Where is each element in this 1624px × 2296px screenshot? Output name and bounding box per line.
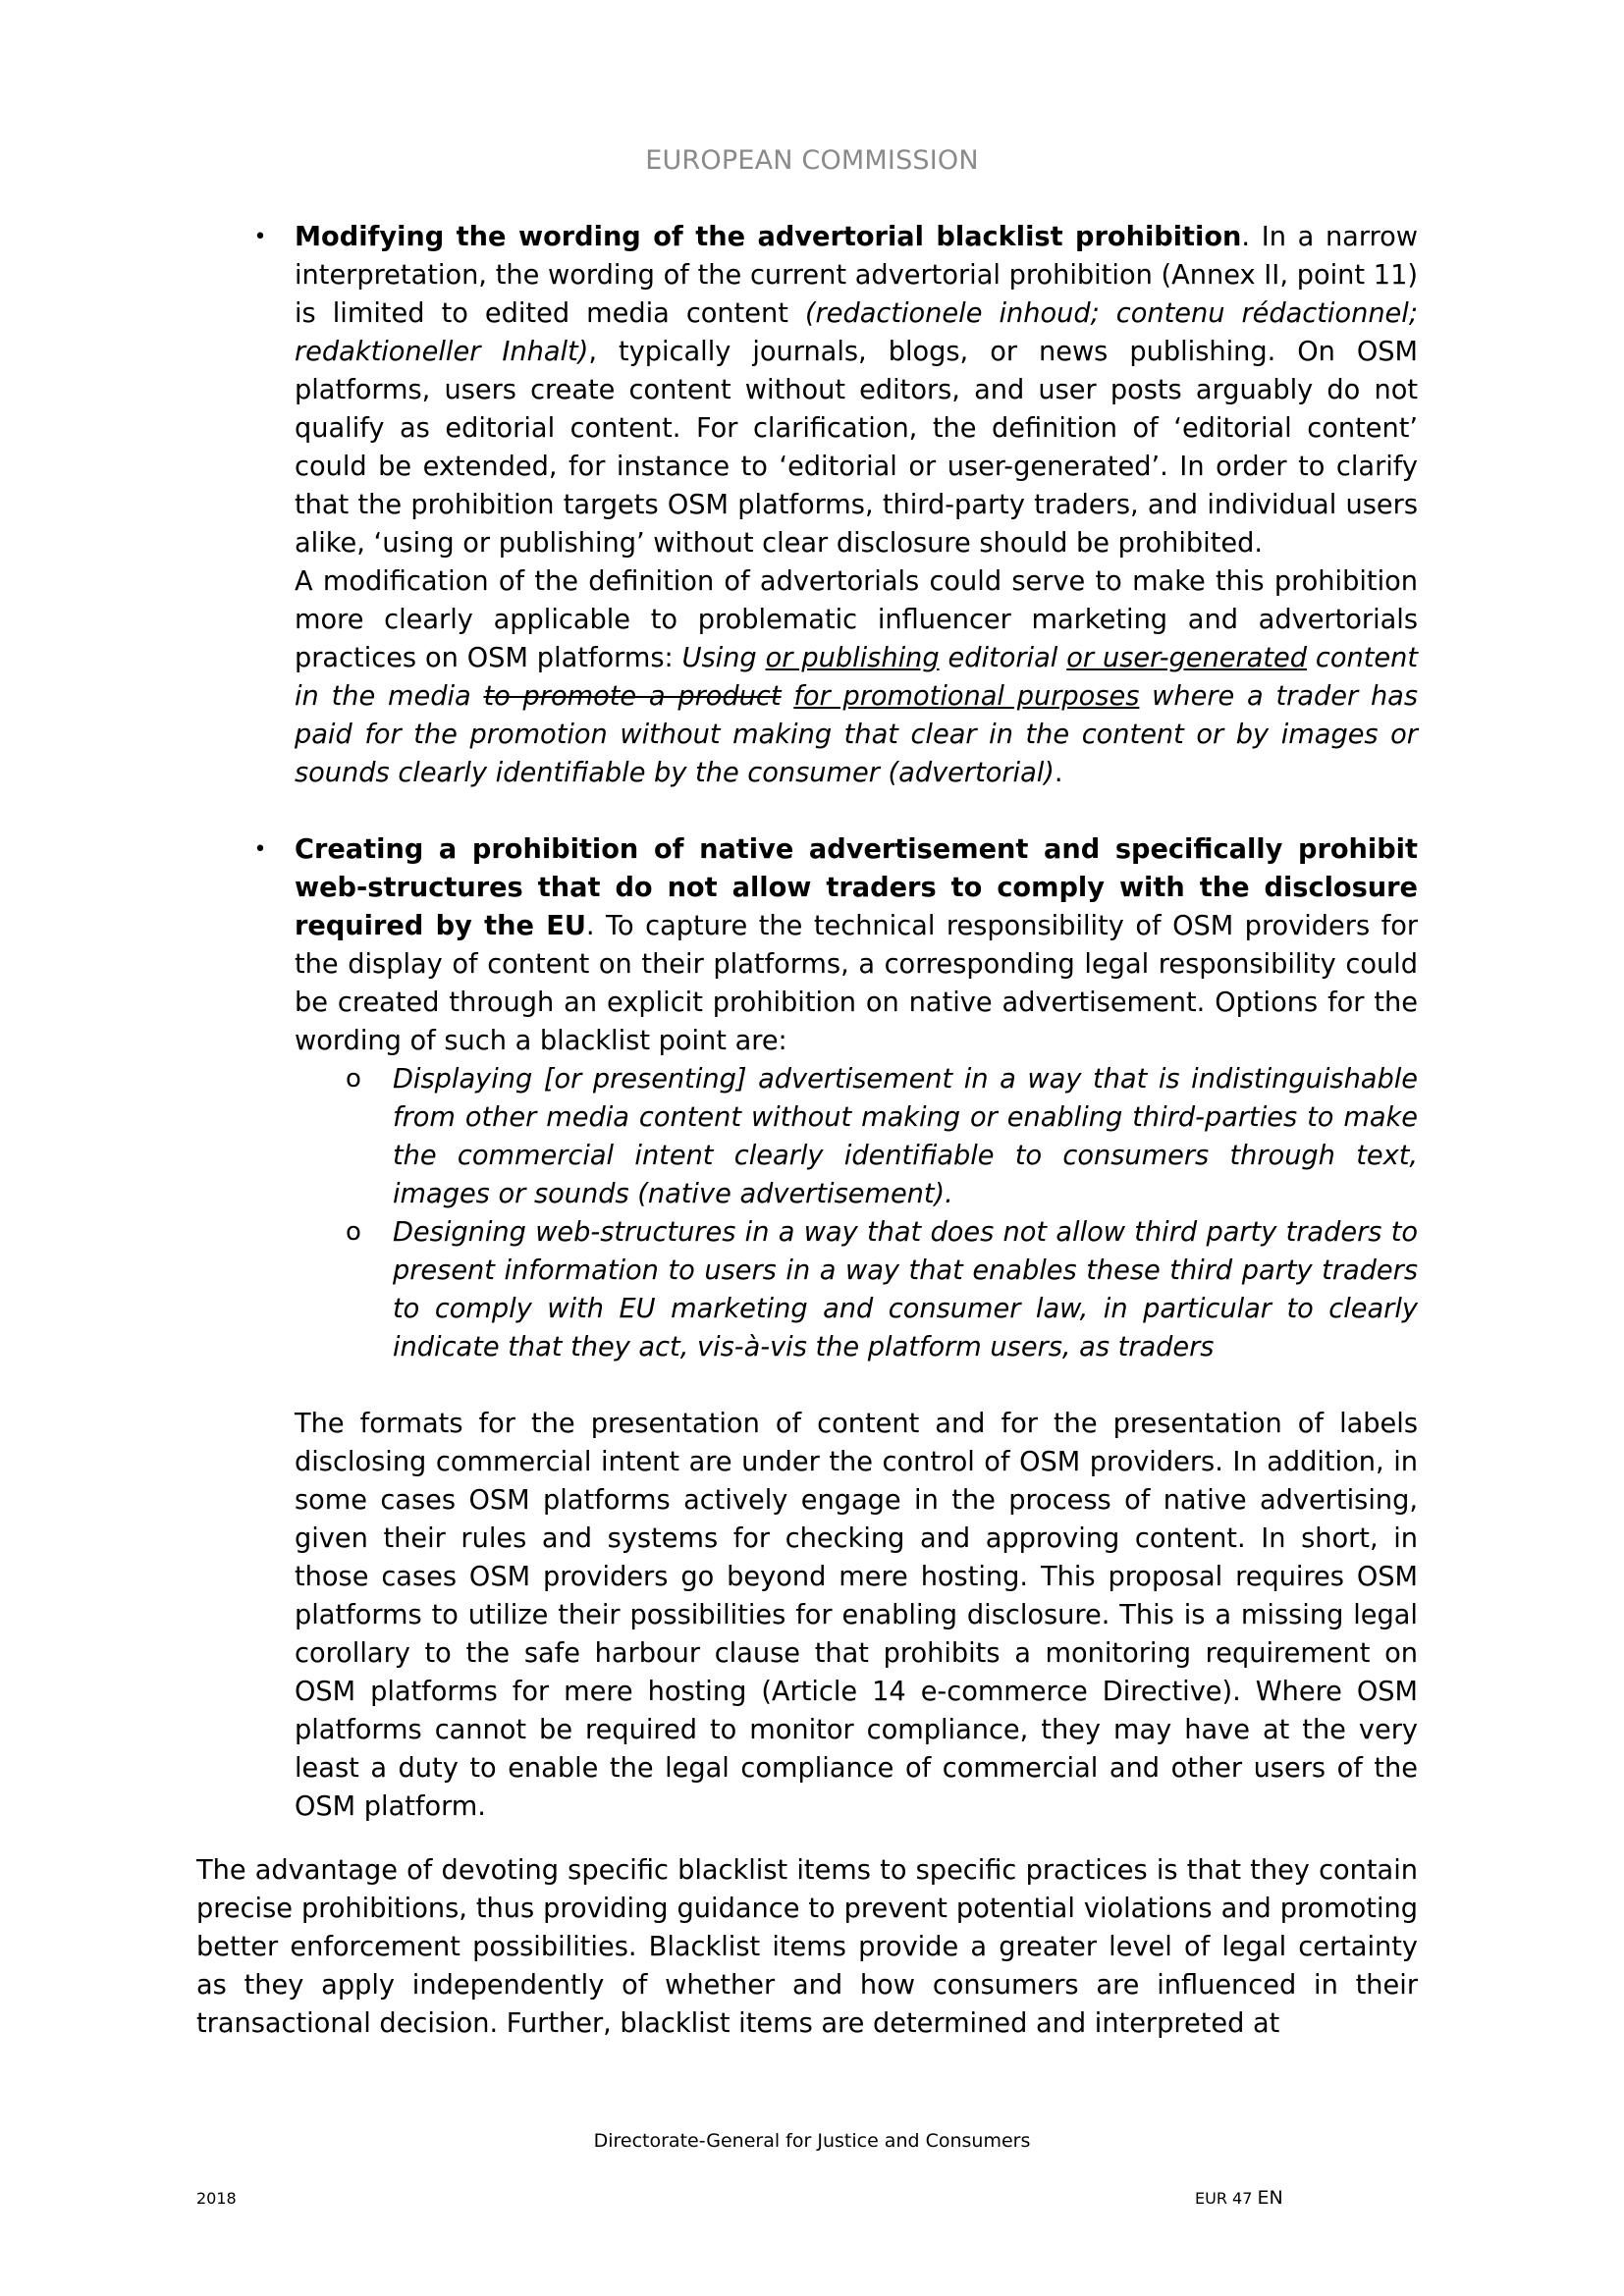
sub-option-designing: [196, 1213, 1418, 1366]
inserted-text: or user-generated: [1066, 643, 1308, 673]
bullet-continuation: [196, 1405, 1418, 1826]
inserted-text: for promotional purposes: [793, 681, 1140, 712]
bullet-paragraph: Creating a prohibition of native advertisement and specifically prohibit web-structures that do not allow traders to comply with the disclosure required by the EU. To capture the technical responsibility of OSM providers for the display of content on their platforms, a corresponding legal responsibility could be created through an explicit prohibition on native advertisement. Options for the wording of such a blacklist point are:: [295, 834, 1419, 1056]
inserted-text: or publishing: [765, 643, 940, 673]
sub-option-text: Designing web-structures in a way that does not allow third party traders to present information to users in a way that enables these third party traders to comply with EU marketing and consumer law, in particular to clearly indicate that they act, vis-à-vis the platform users, as traders: [393, 1217, 1418, 1362]
bullet-heading: Creating a prohibition of native advertisement and specifically prohibit web-structures that do not allow traders to comply with the disclosure required by the EU: [295, 834, 1418, 941]
page-number: EUR 47: [1195, 2189, 1253, 2208]
sub-bullet-marker: o: [346, 1064, 361, 1094]
bullet-heading: Modifying the wording of the advertorial blacklist prohibition: [295, 222, 1242, 252]
deleted-text: to promote a product: [483, 681, 782, 712]
language-code: EN: [1257, 2187, 1283, 2209]
document-body: [196, 218, 1418, 2043]
sub-option-text: Displaying [or presenting] advertisement in a way that is indistinguishable from other media content without making or enabling third-parties to make the commercial intent clearly identifiable to consumers through text, images or sounds (native advertisement).: [393, 1064, 1418, 1209]
definition-paragraph: A modification of the definition of advertorials could serve to make this prohibition more clearly applicable to problematic influencer marketing and advertorials practices on OSM platforms: Using or publishing editorial or user-generated content in the media to promote a product for promotional purposes where a trader has paid for the promotion without making that clear in the content or by images or sounds clearly identifiable by the consumer (advertorial).: [295, 566, 1419, 788]
footer-directorate: Directorate-General for Justice and Consumers: [593, 2130, 1031, 2152]
bullet-marker: •: [253, 837, 267, 862]
footer-page-reference: [1195, 2187, 1283, 2209]
bullet-native-advertisement: [196, 830, 1418, 1060]
bullet-marker: •: [253, 225, 267, 249]
sub-option-displaying: [196, 1060, 1418, 1213]
footer-year: 2018: [196, 2189, 237, 2208]
language-terms: (redactionele inhoud; contenu rédactionnel; redaktioneller Inhalt): [295, 298, 1418, 367]
sub-bullet-marker: o: [346, 1217, 361, 1247]
page-header: EUROPEAN COMMISSION: [645, 145, 979, 176]
bullet-advertorial-prohibition: [196, 218, 1418, 792]
closing-paragraph: The advantage of devoting specific blacklist items to specific practices is that they contain precise prohibitions, thus providing guidance to prevent potential violations and promoting better enforcement possibilities. Blacklist items provide a greater level of legal certainty as they apply independently of whether and how consumers are influenced in their transactional decision. Further, blacklist items are determined and interpreted at: [196, 1855, 1418, 2039]
bullet-paragraph: Modifying the wording of the advertorial blacklist prohibition. In a narrow interpretation, the wording of the current advertorial prohibition (Annex II, point 11) is limited to edited media content (redactionele inhoud; contenu rédactionnel; redaktioneller Inhalt), typically journals, blogs, or news publishing. On OSM platforms, users create content without editors, and user posts arguably do not qualify as editorial content. For clarification, the definition of ‘editorial content’ could be extended, for instance to ‘editorial or user-generated’. In order to clarify that the prohibition targets OSM platforms, third-party traders, and individual users alike, ‘using or publishing’ without clear disclosure should be prohibited.: [295, 222, 1418, 559]
explanation-paragraph: The formats for the presentation of content and for the presentation of labels disclosing commercial intent are under the control of OSM providers. In addition, in some cases OSM platforms actively engage in the process of native advertising, given their rules and systems for checking and approving content. In short, in those cases OSM providers go beyond mere hosting. This proposal requires OSM platforms to utilize their possibilities for enabling disclosure. This is a missing legal corollary to the safe harbour clause that prohibits a monitoring requirement on OSM platforms for mere hosting (Article 14 e-commerce Directive). Where OSM platforms cannot be required to monitor compliance, they may have at the very least a duty to enable the legal compliance of commercial and other users of the OSM platform.: [295, 1409, 1418, 1822]
